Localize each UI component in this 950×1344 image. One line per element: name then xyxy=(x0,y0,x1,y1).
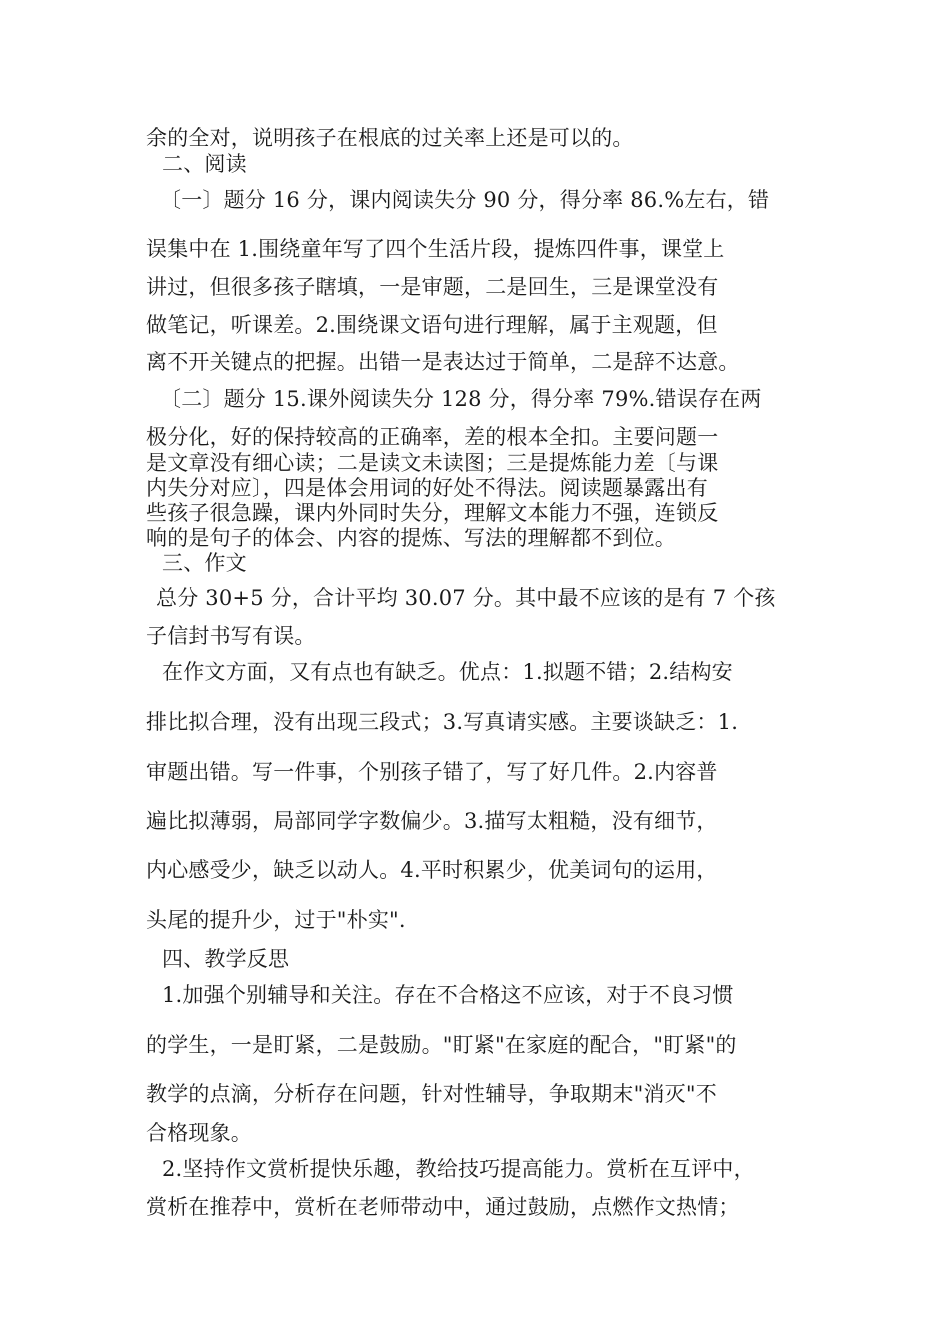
text-line: 误集中在 1.围绕童年写了四个生活片段，提炼四件事，课堂上 xyxy=(146,237,725,261)
text-line: 子信封书写有误。 xyxy=(146,624,316,648)
text-line: 教学的点滴，分析存在问题，针对性辅导，争取期末"消灭"不 xyxy=(146,1082,717,1106)
text-line: 遍比拟薄弱，局部同学字数偏少。3.描写太粗糙，没有细节， xyxy=(146,809,718,833)
text-line: 响的是句子的体会、内容的提炼、写法的理解都不到位。 xyxy=(146,526,676,550)
text-line: 总分 30+5 分，合计平均 30.07 分。其中最不应该的是有 7 个孩 xyxy=(156,586,776,610)
text-line: 些孩子很急躁，课内外同时失分，理解文本能力不强，连锁反 xyxy=(146,501,719,525)
text-line: 合格现象。 xyxy=(146,1121,252,1145)
text-line: 〔二〕题分 15.课外阅读失分 128 分，得分率 79%.错误存在两 xyxy=(160,387,762,411)
text-line: 讲过，但很多孩子瞎填，一是审题，二是回生，三是课堂没有 xyxy=(146,275,719,299)
section-heading-reading: 二、阅读 xyxy=(162,152,247,176)
text-line: 极分化，好的保持较高的正确率，差的根本全扣。主要问题一 xyxy=(146,425,719,449)
text-line: 审题出错。写一件事，个别孩子错了，写了好几件。2.内容普 xyxy=(146,760,718,784)
text-line: 内心感受少，缺乏以动人。4.平时积累少，优美词句的运用， xyxy=(146,858,718,882)
text-line: 排比拟合理，没有出现三段式；3.写真请实感。主要谈缺乏：1. xyxy=(146,710,739,734)
section-heading-composition: 三、作文 xyxy=(162,551,247,575)
section-heading-reflection: 四、教学反思 xyxy=(162,947,290,971)
text-line: 在作文方面，又有点也有缺乏。优点：1.拟题不错；2.结构安 xyxy=(162,660,733,684)
text-line: 的学生，一是盯紧，二是鼓励。"盯紧"在家庭的配合，"盯紧"的 xyxy=(146,1033,737,1057)
text-line: 内失分对应〕，四是体会用词的好处不得法。阅读题暴露出有 xyxy=(146,476,708,500)
text-line: 〔一〕题分 16 分，课内阅读失分 90 分，得分率 86.%左右，错 xyxy=(160,188,770,212)
text-line: 离不开关键点的把握。出错一是表达过于简单，二是辞不达意。 xyxy=(146,350,740,374)
text-line: 是文章没有细心读；二是读文未读图；三是提炼能力差〔与课 xyxy=(146,451,719,475)
text-line: 做笔记，听课差。2.围绕课文语句进行理解，属于主观题，但 xyxy=(146,313,718,337)
text-line: 赏析在推荐中，赏析在老师带动中，通过鼓励，点燃作文热情； xyxy=(146,1195,740,1219)
text-line: 头尾的提升少，过于"朴实". xyxy=(146,908,406,932)
text-line: 2.坚持作文赏析提快乐趣，教给技巧提高能力。赏析在互评中， xyxy=(162,1157,755,1181)
text-line: 余的全对，说明孩子在根底的过关率上还是可以的。 xyxy=(146,126,634,150)
text-line: 1.加强个别辅导和关注。存在不合格这不应该，对于不良习惯 xyxy=(162,983,734,1007)
